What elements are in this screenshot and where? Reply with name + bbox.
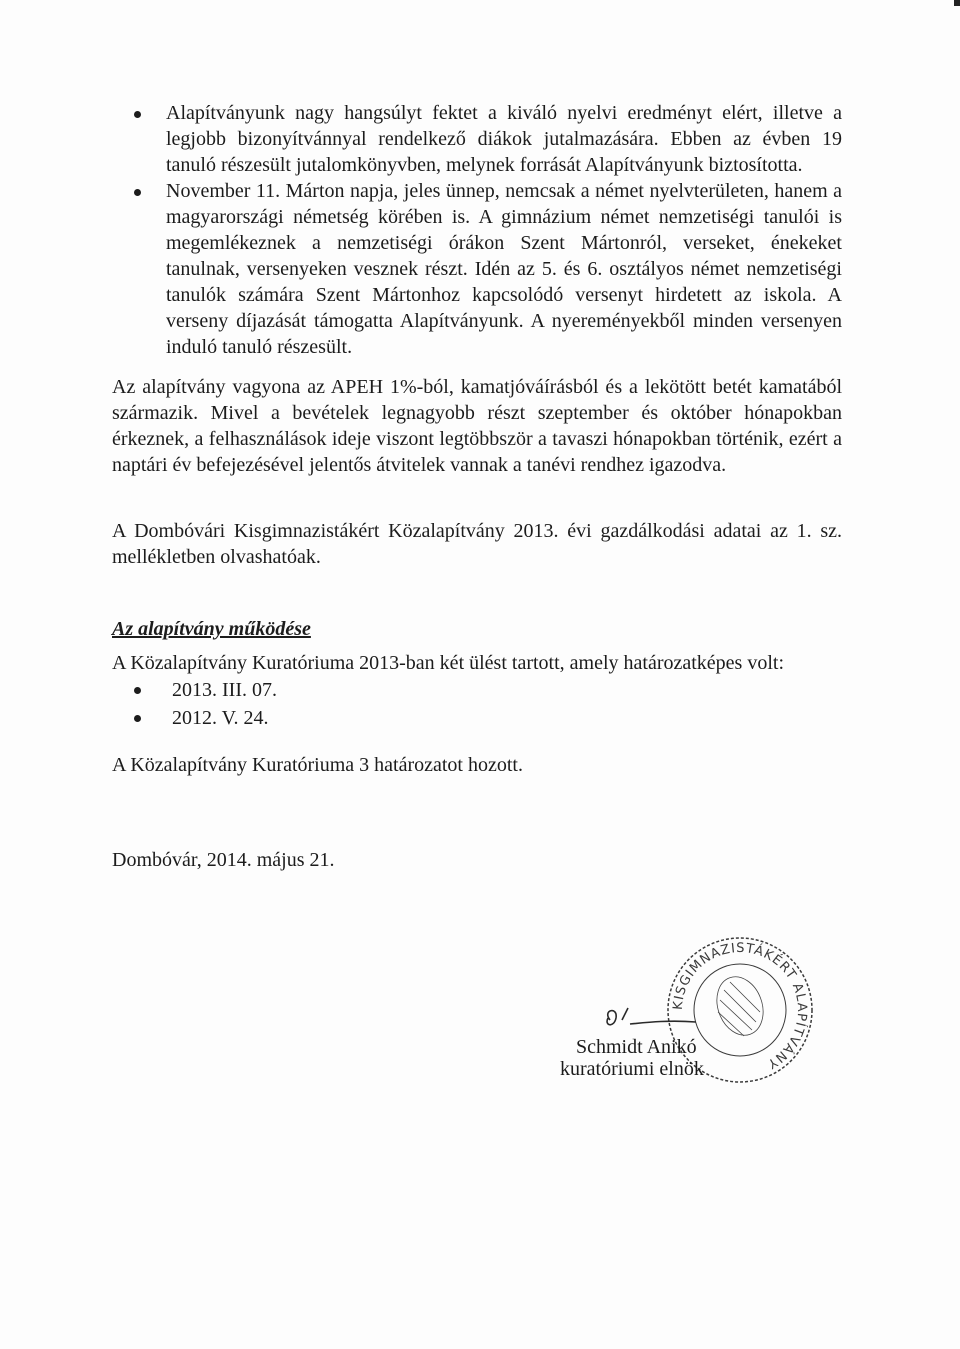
meeting-date: 2012. V. 24. [172, 707, 269, 729]
signatory-name: Schmidt Anikó [576, 1036, 697, 1058]
paragraph-assets: Az alapítvány vagyona az APEH 1%-ból, kamatjóváírásból és a lekötött betét kamatából származik. Mivel a bevételek legnagyobb részt szeptember és október hónapokban érkeznek, a felhasználások ideje viszont legtöbbször a tavaszi hónapokban történik, ezért a naptári év befejezésével jelentős átvitelek vannak a tanévi rendhez igazodva. [112, 376, 842, 476]
signatory-title: kuratóriumi elnök [560, 1058, 704, 1080]
resolutions-text: A Közalapítvány Kuratóriuma 3 határozatot hozott. [112, 754, 523, 776]
list-item [130, 704, 277, 732]
bullet-icon [134, 189, 141, 196]
signature-scribble-icon [600, 1000, 700, 1040]
list-item [130, 178, 842, 360]
bullet-text-marton-day: November 11. Márton napja, jeles ünnep, nemcsak a német nyelvterületen, hanem a magyarországi németség körében is. A gimnázium német nemzetiségi tanulói is megemlékeznek a nemzetiségi órákon Szent Mártonról, verseket, énekeket tanulnak, versenyeken vesznek részt. Idén az 5. és 6. osztályos német nemzetiségi tanulók számára Szent Mártonhoz kapcsolódó versenyt hirdetett az iskola. A verseny díjazását támogatta Alapítványunk. A nyereményekből minden versenyen induló tanuló részesült. [166, 180, 842, 358]
list-item [130, 676, 277, 704]
section-heading: Az alapítvány működése [112, 618, 311, 640]
place-date: Dombóvár, 2014. május 21. [112, 849, 335, 871]
bullet-icon [134, 687, 141, 694]
meetings-intro: A Közalapítvány Kuratóriuma 2013-ban két ülést tartott, amely határozatképes volt: [112, 652, 785, 674]
bullet-text-awards: Alapítványunk nagy hangsúlyt fektet a kiváló nyelvi eredményt elért, illetve a legjobb bizonyítvánnyal rendelkező diákok jutalmazására. Ebben az évben 19 tanuló részesült jutalomkönyvben, melynek forrását Alapítványunk biztosította. [166, 102, 842, 176]
svg-text:KISGIMNAZISTÁKÉRT ALAPÍTVÁNY: KISGIMNAZISTÁKÉRT ALAPÍTVÁNY [670, 940, 810, 1072]
top-bullet-list [130, 100, 842, 360]
scan-corner-mark [954, 0, 960, 6]
meeting-date: 2013. III. 07. [172, 679, 277, 701]
list-item [130, 100, 842, 178]
meeting-dates-list [130, 676, 277, 732]
bullet-icon [134, 111, 141, 118]
paragraph-annex: A Dombóvári Kisgimnazistákért Közalapítvány 2013. évi gazdálkodási adatai az 1. sz. mellékletben olvashatóak. [112, 520, 842, 568]
bullet-icon [134, 715, 141, 722]
